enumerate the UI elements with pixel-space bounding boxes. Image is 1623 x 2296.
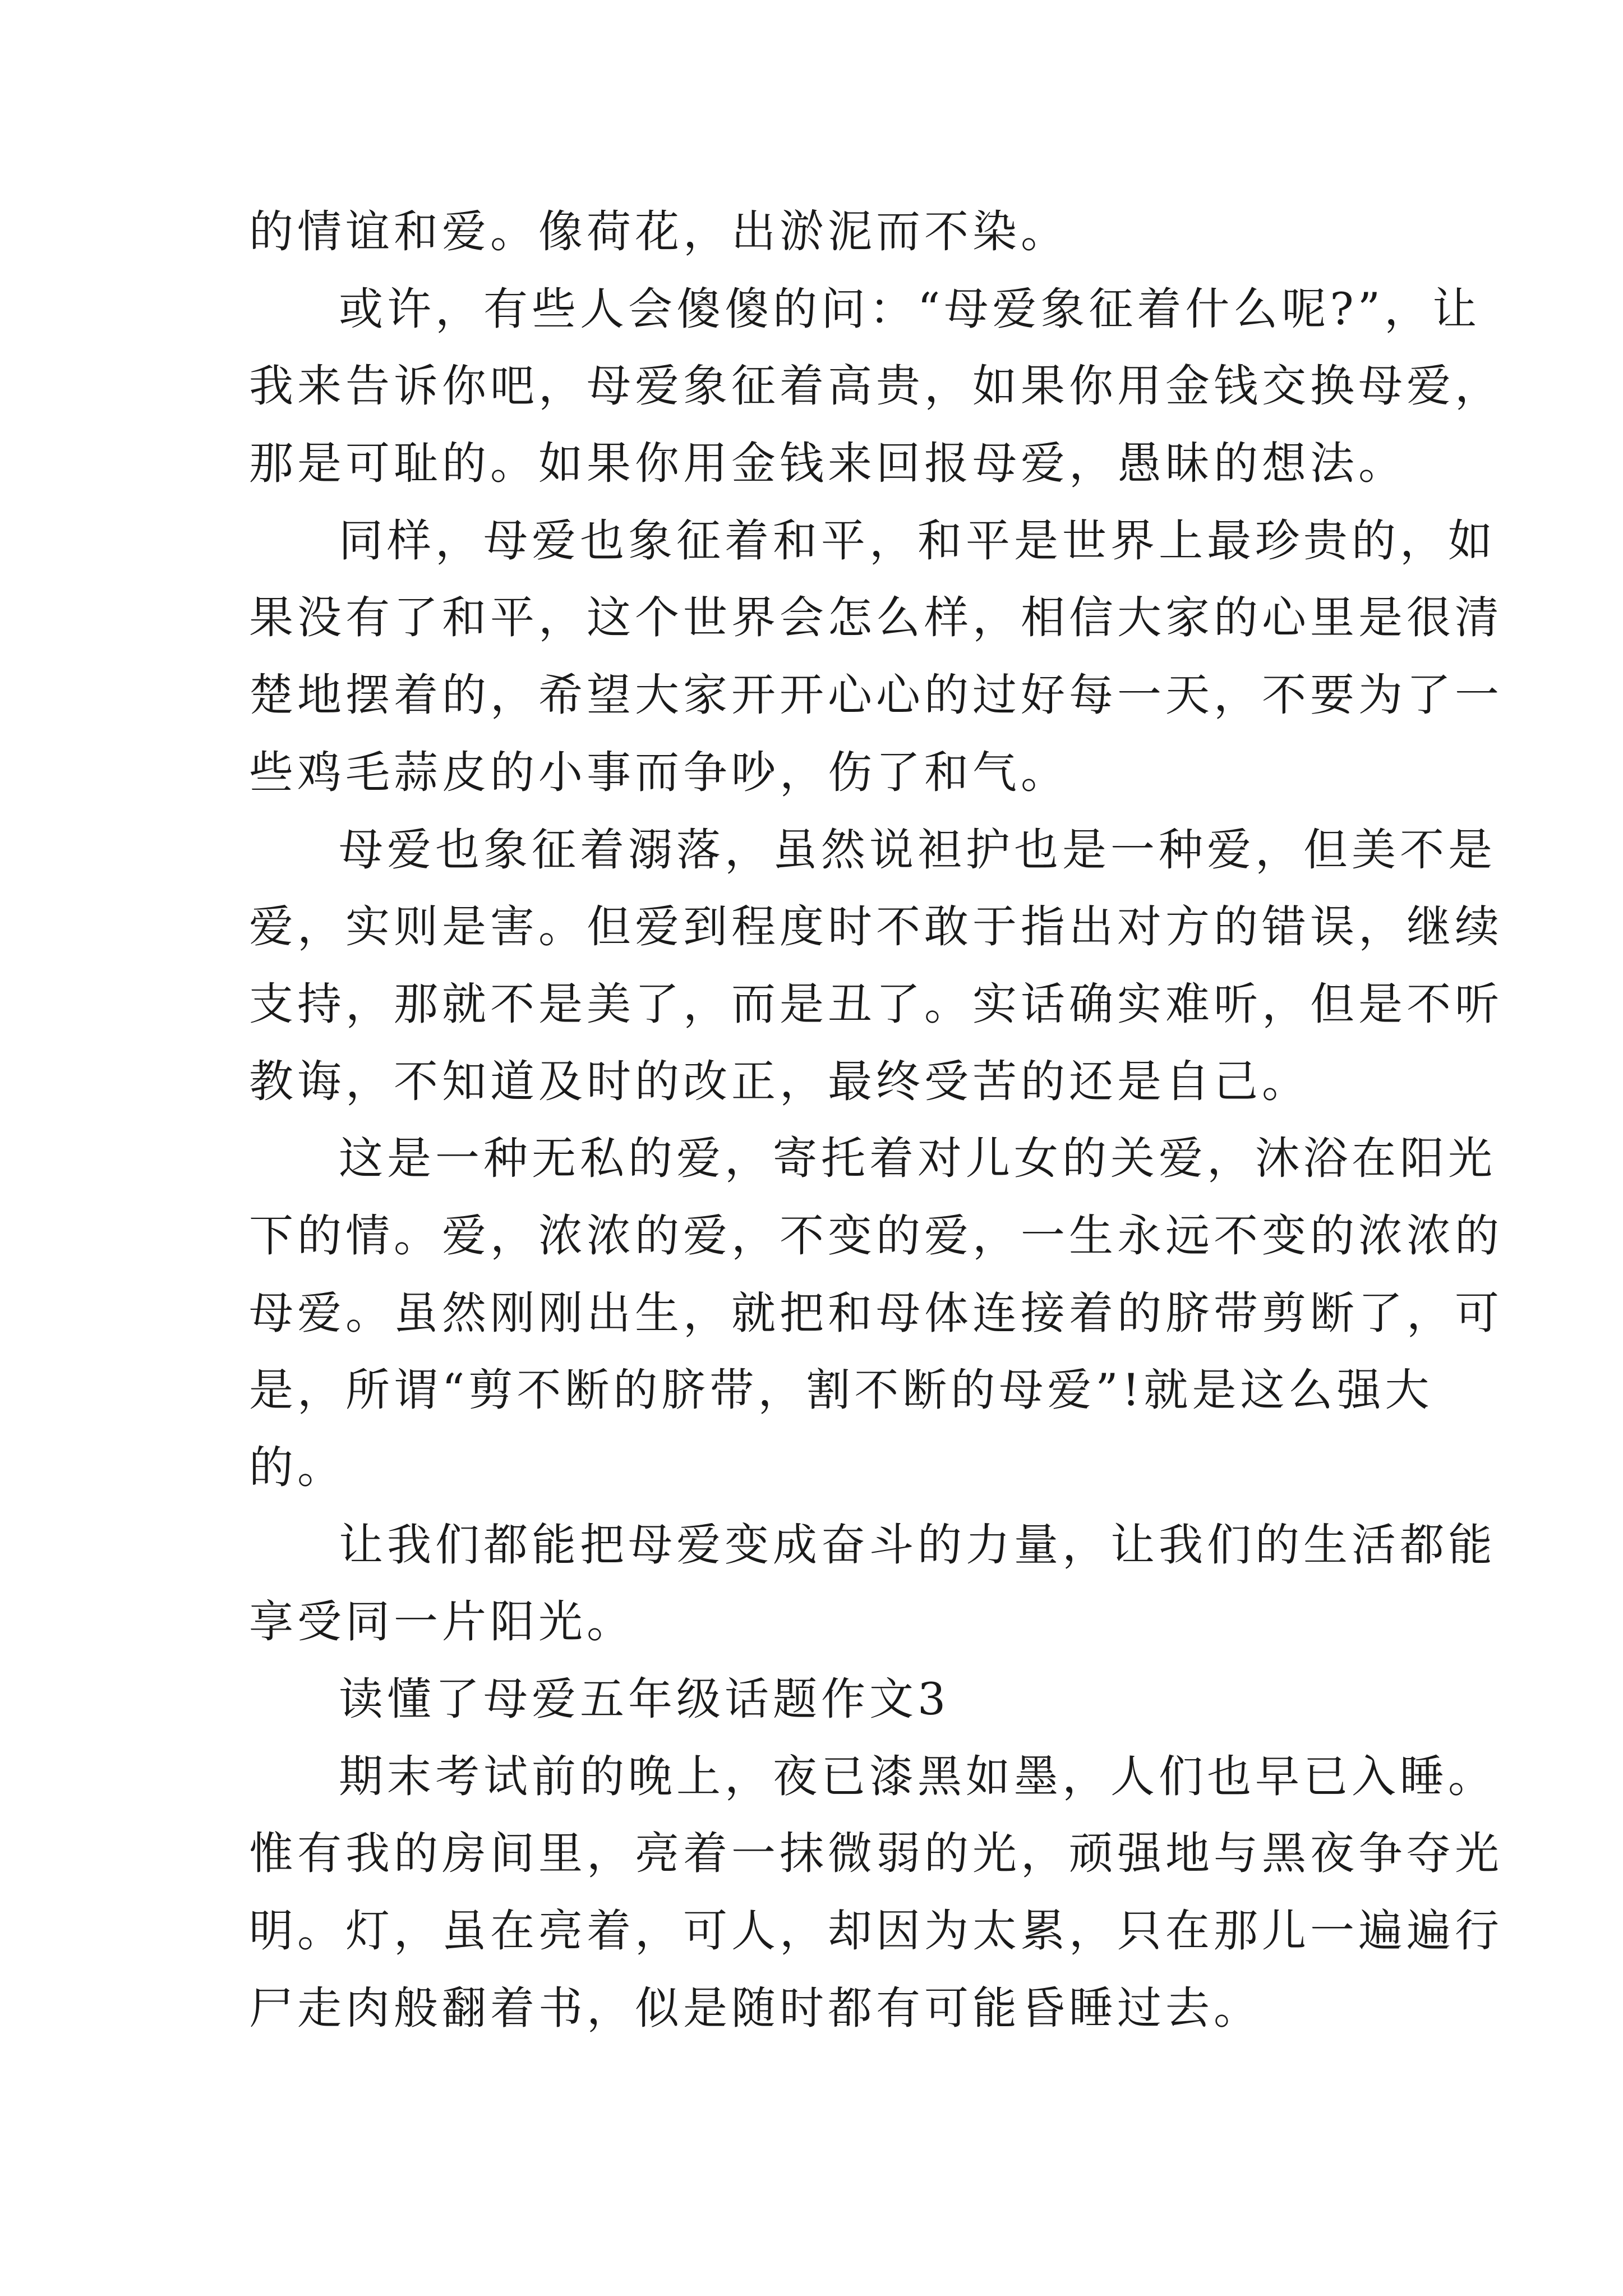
text-line: 尸走肉般翻着书，似是随时都有可能昏睡过去。 [249, 1982, 1262, 2034]
text-line: 教诲，不知道及时的改正，最终受苦的还是自己。 [249, 1055, 1310, 1107]
paragraph-first-line: 同样，母爱也象征着和平，和平是世界上最珍贵的，如 [339, 514, 1496, 567]
text-line: 支持，那就不是美了，而是丑了。实话确实难听，但是不听 [249, 978, 1503, 1030]
paragraph-first-line: 让我们都能把母爱变成奋斗的力量，让我们的生活都能 [339, 1519, 1496, 1571]
section-heading: 读懂了母爱五年级话题作文3 [339, 1673, 950, 1726]
text-line: 些鸡毛蒜皮的小事而争吵，伤了和气。 [249, 746, 1069, 798]
text-line: 明。灯，虽在亮着，可人，却因为太累，只在那儿一遍遍行 [249, 1905, 1503, 1957]
text-line: 果没有了和平，这个世界会怎么样，相信大家的心里是很清 [249, 592, 1503, 644]
body-text [249, 194, 1503, 2047]
paragraph-first-line: 期末考试前的晚上，夜已漆黑如墨，人们也早已入睡。 [339, 1750, 1496, 1802]
text-line: 那是可耻的。如果你用金钱来回报母爱，愚昧的想法。 [249, 438, 1407, 490]
text-line: 下的情。爱，浓浓的爱，不变的爱，一生永远不变的浓浓的 [249, 1209, 1503, 1262]
text-line: 的情谊和爱。像荷花，出淤泥而不染。 [249, 206, 1069, 257]
text-line: 的。 [249, 1442, 345, 1493]
text-line: 享受同一片阳光。 [249, 1596, 635, 1648]
text-line: 爱，实则是害。但爱到程度时不敢于指出对方的错误，继续 [249, 901, 1503, 953]
paragraph-first-line: 这是一种无私的爱，寄托着对儿女的关爱，沐浴在阳光 [339, 1133, 1496, 1185]
text-line: 我来告诉你吧，母爱象征着高贵，如果你用金钱交换母爱， [249, 360, 1503, 412]
paragraph-first-line: 母爱也象征着溺落，虽然说袒护也是一种爱，但美不是 [339, 823, 1496, 876]
paragraph-first-line: 或许，有些人会傻傻的问：“母爱象征着什么呢?”，让 [339, 283, 1481, 335]
text-line: 是，所谓“剪不断的脐带，割不断的母爱”!就是这么强大 [249, 1364, 1433, 1416]
text-line: 楚地摆着的，希望大家开开心心的过好每一天，不要为了一 [249, 669, 1503, 721]
text-line: 母爱。虽然刚刚出生，就把和母体连接着的脐带剪断了，可 [249, 1287, 1503, 1339]
text-line: 惟有我的房间里，亮着一抹微弱的光，顽强地与黑夜争夺光 [249, 1828, 1503, 1880]
